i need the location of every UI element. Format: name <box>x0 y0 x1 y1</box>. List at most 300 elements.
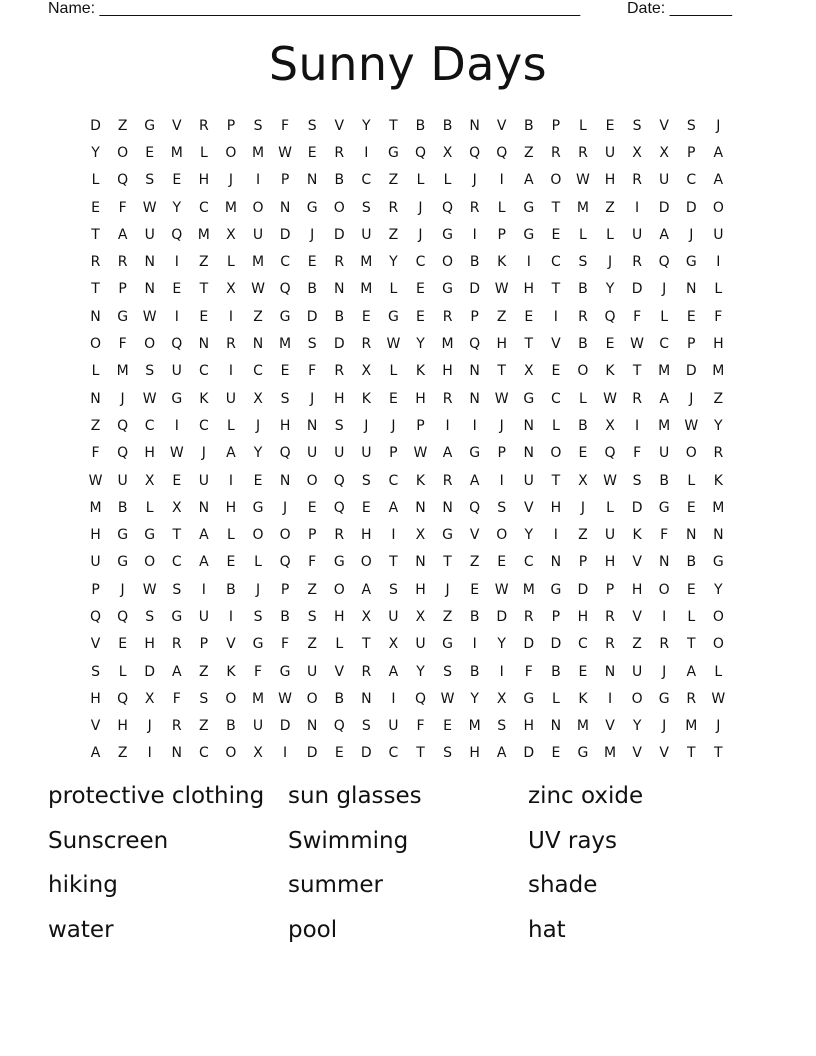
grid-letter: W <box>630 336 645 353</box>
grid-letter: U <box>523 472 534 489</box>
grid-letter: V <box>632 554 642 571</box>
grid-letter: N <box>713 527 724 544</box>
grid-letter: I <box>174 417 179 434</box>
grid-letter: H <box>631 581 643 598</box>
grid-letter: G <box>658 499 670 516</box>
grid-letter: V <box>659 745 669 762</box>
grid-letter: J <box>580 499 586 516</box>
grid-letter: Q <box>496 144 508 161</box>
grid-letter: E <box>307 499 317 516</box>
grid-letter: Q <box>117 445 129 462</box>
grid-letter: F <box>416 718 425 735</box>
grid-letter: B <box>469 254 480 271</box>
grid-letter: L <box>714 663 723 680</box>
grid-letter: M <box>360 281 373 298</box>
grid-letter: L <box>497 199 506 216</box>
grid-letter: L <box>91 172 100 189</box>
grid-letter: F <box>281 636 290 653</box>
grid-letter: W <box>413 445 428 462</box>
grid-letter: N <box>415 554 426 571</box>
grid-letter: V <box>334 663 345 680</box>
grid-letter: D <box>90 117 101 134</box>
grid-letter: C <box>144 417 155 434</box>
grid-letter: C <box>280 254 290 271</box>
grid-letter: B <box>117 499 128 516</box>
grid-letter: J <box>662 281 667 298</box>
grid-letter: E <box>686 581 696 598</box>
grid-letter: H <box>144 636 155 653</box>
grid-letter: Y <box>253 445 263 462</box>
grid-letter: O <box>144 336 156 353</box>
grid-letter: L <box>199 144 208 161</box>
grid-letter: I <box>228 308 233 325</box>
grid-letter: D <box>306 745 318 762</box>
grid-letter: J <box>418 226 423 243</box>
grid-letter: K <box>578 690 588 707</box>
grid-letter: N <box>306 417 318 434</box>
letter-grid <box>82 112 732 767</box>
grid-letter: J <box>472 172 477 189</box>
grid-letter: X <box>415 527 426 544</box>
grid-row <box>82 440 732 467</box>
grid-letter: J <box>716 718 721 735</box>
grid-letter: B <box>578 281 588 298</box>
grid-letter: H <box>333 608 345 625</box>
grid-letter: J <box>607 254 613 271</box>
grid-letter: V <box>496 117 507 134</box>
grid-letter: E <box>551 226 561 243</box>
grid-letter: O <box>279 527 291 544</box>
grid-letter: D <box>306 308 318 325</box>
grid-letter: T <box>632 363 642 380</box>
grid-letter: P <box>578 554 588 571</box>
grid-letter: Z <box>307 581 317 598</box>
grid-letter: F <box>308 554 317 571</box>
grid-letter: N <box>442 499 453 516</box>
grid-letter: Z <box>307 636 317 653</box>
grid-letter: S <box>388 581 398 598</box>
grid-letter: C <box>171 554 182 571</box>
grid-letter: U <box>198 472 209 489</box>
grid-letter: Q <box>117 608 129 625</box>
grid-letter: A <box>199 527 209 544</box>
grid-letter: Z <box>388 172 399 189</box>
grid-letter: M <box>441 336 454 353</box>
grid-letter: E <box>307 144 317 161</box>
grid-letter: G <box>144 117 156 134</box>
word-bank-item: UV rays <box>528 827 618 854</box>
grid-row <box>82 358 732 385</box>
grid-letter: I <box>499 472 504 489</box>
grid-letter: S <box>307 336 317 353</box>
grid-letter: E <box>145 144 155 161</box>
grid-letter: E <box>199 308 209 325</box>
grid-letter: C <box>415 254 426 271</box>
grid-letter: C <box>198 745 209 762</box>
grid-letter: B <box>469 663 480 680</box>
grid-letter: J <box>364 417 369 434</box>
grid-letter: I <box>526 254 531 271</box>
grid-letter: P <box>307 527 317 544</box>
grid-letter: U <box>252 226 264 243</box>
grid-letter: U <box>361 445 372 462</box>
grid-letter: U <box>307 663 318 680</box>
grid-letter: N <box>361 690 372 707</box>
grid-letter: H <box>442 363 453 380</box>
grid-letter: S <box>361 718 371 735</box>
grid-letter: L <box>227 527 235 544</box>
grid-row <box>82 740 732 767</box>
grid-letter: D <box>658 199 670 216</box>
grid-letter: G <box>685 254 697 271</box>
grid-letter: I <box>174 308 179 325</box>
grid-letter: E <box>497 554 507 571</box>
grid-letter: U <box>388 608 399 625</box>
grid-letter: B <box>686 554 697 571</box>
grid-letter: Q <box>333 718 345 735</box>
grid-letter: O <box>712 608 724 625</box>
word-bank-item: sun glasses <box>288 783 422 809</box>
grid-letter: K <box>415 472 426 489</box>
grid-letter: R <box>171 718 182 735</box>
grid-letter: L <box>579 390 587 407</box>
grid-letter: G <box>577 745 589 762</box>
grid-letter: H <box>225 499 237 516</box>
grid-letter: G <box>252 499 264 516</box>
grid-letter: A <box>469 472 480 489</box>
grid-letter: W <box>278 690 292 707</box>
grid-letter: Z <box>253 308 263 325</box>
grid-letter: G <box>279 308 291 325</box>
grid-letter: G <box>279 663 291 680</box>
grid-letter: Z <box>523 144 534 161</box>
grid-letter: N <box>469 363 480 380</box>
grid-letter: E <box>551 363 561 380</box>
grid-letter: O <box>225 690 237 707</box>
grid-letter: W <box>576 172 590 189</box>
grid-letter: G <box>550 581 562 598</box>
grid-letter: W <box>603 472 617 489</box>
grid-letter: I <box>147 745 152 762</box>
grid-letter: D <box>685 363 697 380</box>
grid-letter: T <box>714 745 723 762</box>
grid-letter: P <box>687 144 696 161</box>
grid-letter: N <box>279 199 291 216</box>
grid-letter: Z <box>199 254 209 271</box>
grid-letter: R <box>361 336 372 353</box>
grid-letter: R <box>713 445 724 462</box>
grid-letter: I <box>391 690 396 707</box>
grid-letter: R <box>198 117 209 134</box>
grid-letter: R <box>442 472 453 489</box>
grid-letter: V <box>632 608 642 625</box>
grid-letter: N <box>171 745 183 762</box>
grid-letter: Z <box>117 117 128 134</box>
grid-letter: Z <box>578 527 588 544</box>
grid-letter: V <box>524 499 534 516</box>
grid-letter: N <box>686 281 697 298</box>
grid-letter: S <box>361 199 371 216</box>
grid-letter: G <box>252 636 264 653</box>
grid-letter: B <box>334 172 345 189</box>
grid-letter: O <box>225 144 237 161</box>
grid-letter: H <box>604 554 616 571</box>
grid-letter: D <box>577 581 589 598</box>
grid-letter: K <box>199 390 209 407</box>
grid-letter: B <box>307 281 317 298</box>
grid-letter: K <box>605 363 615 380</box>
grid-letter: U <box>117 472 128 489</box>
grid-letter: L <box>416 172 425 189</box>
grid-letter: M <box>658 417 671 434</box>
grid-letter: B <box>334 690 345 707</box>
grid-letter: S <box>253 117 263 134</box>
grid-letter: G <box>523 690 535 707</box>
grid-letter: L <box>443 172 452 189</box>
grid-letter: Y <box>416 663 425 680</box>
grid-letter: J <box>689 390 694 407</box>
grid-letter: E <box>361 499 371 516</box>
grid-letter: Q <box>469 336 481 353</box>
grid-letter: R <box>632 390 642 407</box>
grid-letter: V <box>551 336 561 353</box>
grid-letter: U <box>388 718 399 735</box>
grid-letter: Q <box>117 417 129 434</box>
grid-letter: M <box>712 499 725 516</box>
grid-letter: A <box>713 172 724 189</box>
grid-letter: H <box>577 608 589 625</box>
grid-row <box>82 713 732 740</box>
grid-letter: C <box>659 336 670 353</box>
grid-letter: D <box>144 663 156 680</box>
grid-letter: T <box>389 554 398 571</box>
grid-letter: M <box>197 226 210 243</box>
grid-letter: S <box>145 172 155 189</box>
grid-letter: M <box>116 363 129 380</box>
grid-letter: G <box>171 390 183 407</box>
grid-letter: J <box>662 663 667 680</box>
grid-letter: C <box>361 172 372 189</box>
grid-letter: W <box>711 690 726 707</box>
grid-letter: G <box>523 199 535 216</box>
grid-letter: S <box>578 254 588 271</box>
grid-letter: U <box>334 445 345 462</box>
grid-letter: L <box>227 254 235 271</box>
grid-letter: R <box>523 608 534 625</box>
grid-letter: X <box>226 281 236 298</box>
grid-letter: M <box>712 363 725 380</box>
grid-letter: W <box>142 199 157 216</box>
grid-letter: N <box>523 417 535 434</box>
word-bank-item: zinc oxide <box>528 783 644 809</box>
grid-letter: N <box>469 390 480 407</box>
grid-letter: L <box>579 226 587 243</box>
grid-letter: Q <box>604 308 616 325</box>
grid-letter: P <box>470 308 479 325</box>
grid-letter: S <box>443 663 452 680</box>
grid-letter: P <box>199 636 209 653</box>
grid-letter: E <box>524 308 534 325</box>
grid-letter: Q <box>333 472 345 489</box>
grid-letter: C <box>253 363 263 380</box>
grid-letter: A <box>90 745 101 762</box>
grid-letter: G <box>117 308 129 325</box>
grid-letter: R <box>551 144 561 161</box>
grid-letter: Z <box>496 308 507 325</box>
grid-letter: T <box>524 336 534 353</box>
grid-letter: S <box>145 363 155 380</box>
grid-letter: V <box>171 117 182 134</box>
grid-letter: J <box>499 417 504 434</box>
grid-letter: D <box>360 745 372 762</box>
grid-letter: G <box>442 636 453 653</box>
grid-letter: Q <box>414 690 426 707</box>
grid-letter: H <box>415 581 426 598</box>
grid-letter: O <box>144 554 156 571</box>
grid-letter: N <box>469 117 480 134</box>
grid-row <box>82 194 732 221</box>
grid-letter: L <box>145 499 154 516</box>
grid-letter: S <box>91 663 100 680</box>
grid-letter: W <box>603 390 617 407</box>
grid-letter: X <box>659 144 669 161</box>
grid-letter: E <box>578 663 588 680</box>
grid-letter: I <box>201 581 206 598</box>
grid-letter: L <box>660 308 669 325</box>
word-bank-item: protective clothing <box>48 783 265 809</box>
grid-letter: Q <box>604 445 616 462</box>
grid-letter: X <box>605 417 615 434</box>
grid-letter: G <box>442 527 453 544</box>
grid-letter: A <box>361 581 372 598</box>
grid-letter: F <box>308 363 317 380</box>
grid-letter: O <box>631 690 643 707</box>
grid-letter: W <box>142 581 157 598</box>
grid-letter: R <box>578 308 588 325</box>
grid-row <box>82 467 732 494</box>
grid-letter: F <box>118 336 127 353</box>
grid-letter: S <box>307 117 317 134</box>
grid-letter: M <box>576 199 589 216</box>
grid-letter: D <box>685 199 697 216</box>
grid-letter: H <box>604 172 616 189</box>
grid-letter: J <box>120 390 125 407</box>
grid-letter: S <box>632 472 642 489</box>
grid-letter: S <box>334 417 344 434</box>
grid-letter: N <box>415 499 426 516</box>
grid-letter: I <box>553 308 558 325</box>
grid-letter: Q <box>469 499 481 516</box>
grid-letter: R <box>605 636 615 653</box>
grid-letter: W <box>142 390 157 407</box>
grid-letter: O <box>333 581 345 598</box>
grid-letter: F <box>633 308 642 325</box>
grid-letter: W <box>494 581 509 598</box>
grid-letter: T <box>91 226 100 243</box>
grid-row <box>82 412 732 439</box>
grid-letter: E <box>551 745 561 762</box>
grid-letter: A <box>171 663 182 680</box>
grid-letter: P <box>226 117 236 134</box>
grid-letter: I <box>283 745 288 762</box>
grid-letter: E <box>226 554 236 571</box>
grid-letter: I <box>499 172 504 189</box>
grid-letter: I <box>364 144 369 161</box>
grid-letter: O <box>712 636 724 653</box>
grid-letter: N <box>252 336 264 353</box>
grid-letter: T <box>497 363 506 380</box>
grid-letter: F <box>660 527 669 544</box>
grid-letter: C <box>198 363 209 380</box>
grid-letter: C <box>550 254 561 271</box>
grid-letter: G <box>469 445 481 462</box>
grid-letter: F <box>91 445 100 462</box>
grid-letter: Z <box>605 199 615 216</box>
grid-letter: C <box>578 636 588 653</box>
grid-letter: T <box>389 117 398 134</box>
grid-letter: T <box>199 281 209 298</box>
grid-letter: J <box>310 390 315 407</box>
grid-letter: X <box>226 226 236 243</box>
grid-letter: E <box>388 390 398 407</box>
grid-letter: T <box>686 636 696 653</box>
grid-letter: P <box>551 608 561 625</box>
grid-letter: B <box>415 117 426 134</box>
grid-letter: Y <box>524 527 534 544</box>
grid-letter: P <box>605 581 615 598</box>
grid-letter: W <box>440 690 455 707</box>
grid-letter: H <box>550 499 562 516</box>
grid-letter: E <box>443 718 452 735</box>
grid-letter: K <box>226 663 236 680</box>
grid-letter: I <box>472 636 477 653</box>
grid-letter: S <box>172 581 182 598</box>
grid-letter: Q <box>279 554 291 571</box>
grid-letter: G <box>144 527 156 544</box>
grid-letter: L <box>687 608 696 625</box>
grid-row <box>82 576 732 603</box>
grid-row <box>82 303 732 330</box>
grid-letter: Z <box>199 663 209 680</box>
grid-letter: G <box>523 390 535 407</box>
word-bank-item: summer <box>288 872 383 898</box>
grid-letter: F <box>714 308 723 325</box>
grid-letter: Y <box>172 199 182 216</box>
grid-letter: P <box>497 445 506 462</box>
grid-row <box>82 521 732 548</box>
grid-letter: O <box>252 527 264 544</box>
grid-letter: B <box>578 336 588 353</box>
grid-letter: A <box>659 226 669 243</box>
grid-letter: U <box>225 390 237 407</box>
grid-letter: P <box>416 417 425 434</box>
grid-letter: O <box>577 363 589 380</box>
grid-letter: M <box>468 718 481 735</box>
grid-letter: V <box>469 527 480 544</box>
grid-letter: L <box>551 417 560 434</box>
grid-letter: R <box>171 636 182 653</box>
grid-letter: H <box>90 527 101 544</box>
grid-letter: Q <box>414 144 426 161</box>
grid-letter: J <box>391 417 396 434</box>
grid-letter: N <box>306 172 318 189</box>
grid-letter: M <box>224 199 237 216</box>
grid-letter: P <box>280 581 290 598</box>
grid-letter: E <box>172 172 182 189</box>
grid-letter: L <box>606 226 614 243</box>
grid-letter: O <box>90 336 102 353</box>
grid-letter: C <box>388 472 399 489</box>
